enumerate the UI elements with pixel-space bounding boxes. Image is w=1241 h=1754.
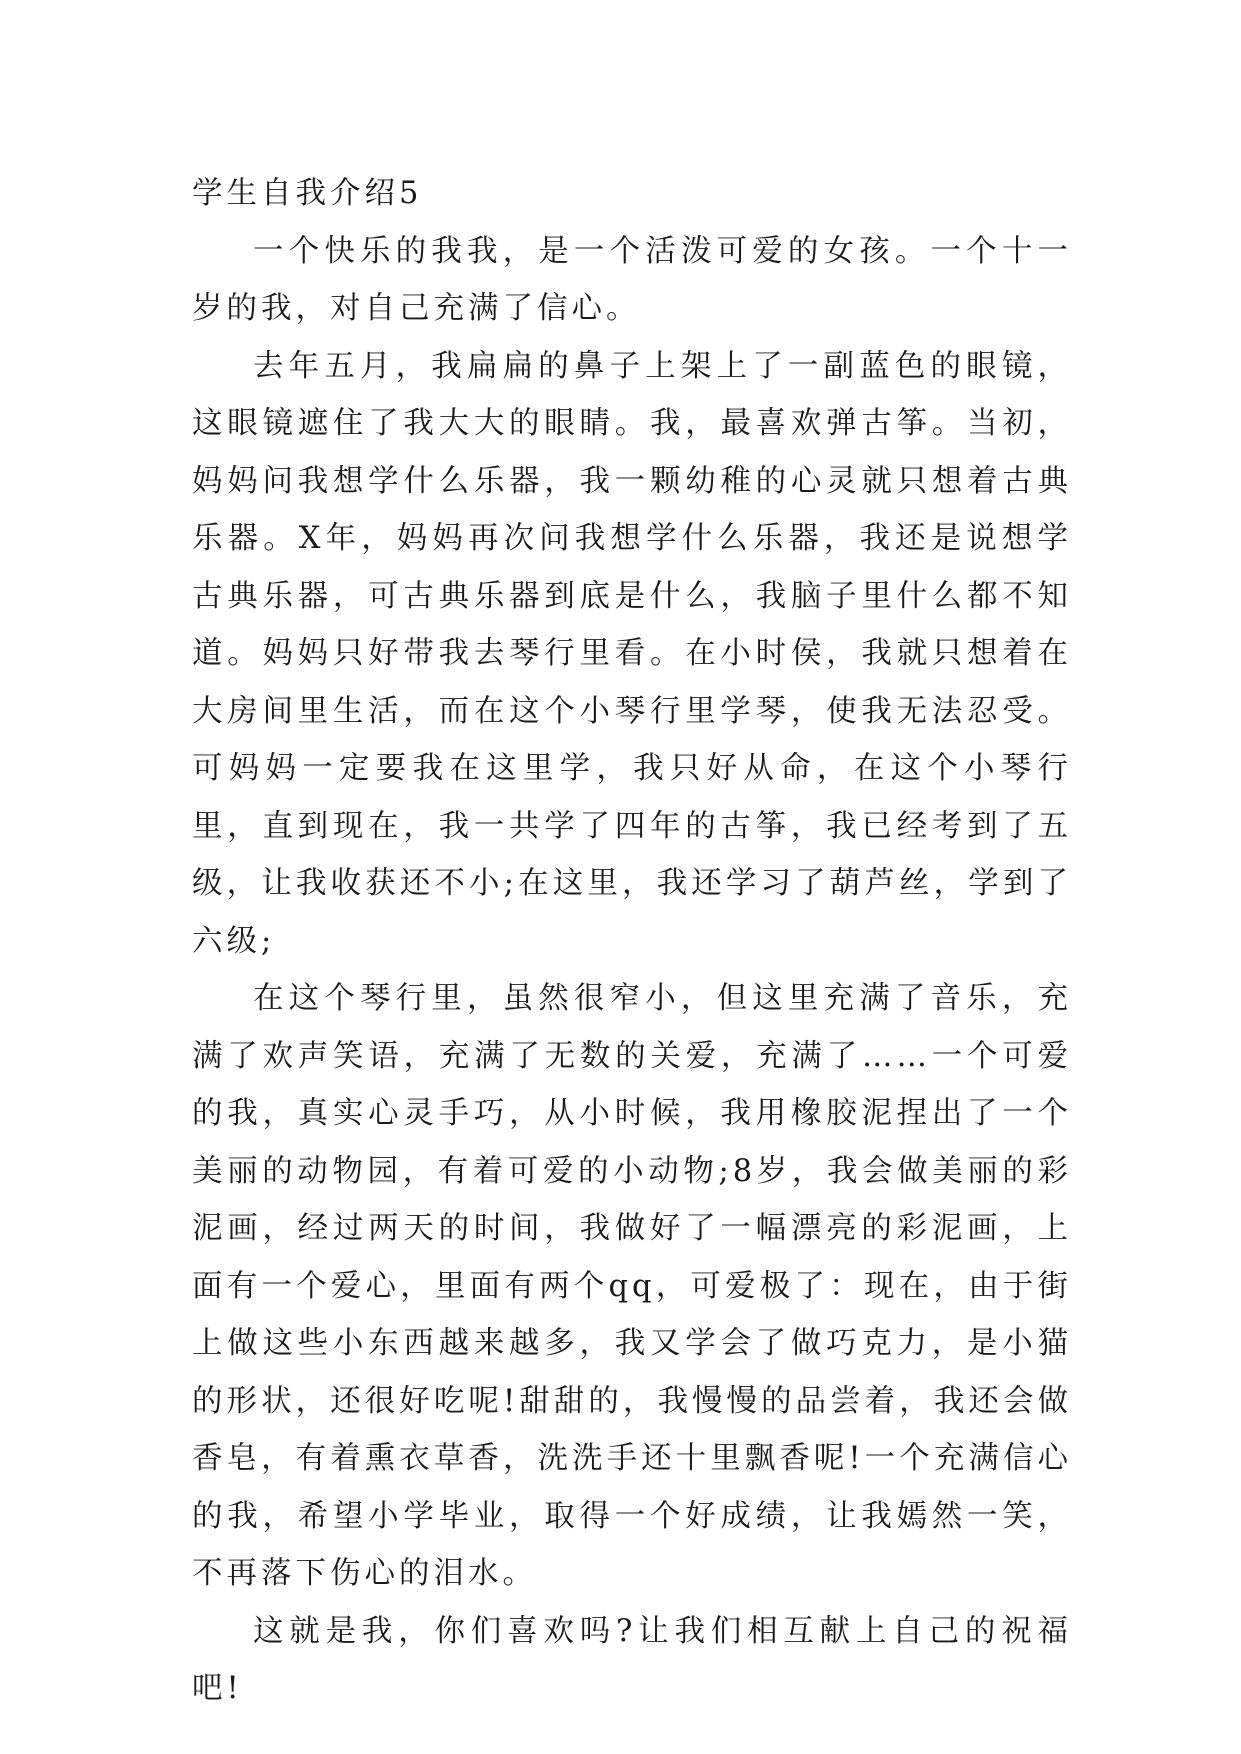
paragraph-2: 去年五月，我扁扁的鼻子上架上了一副蓝色的眼镜，这眼镜遮住了我大大的眼睛。我，最喜欢弹古筝。当初，妈妈问我想学什么乐器，我一颗幼稚的心灵就只想着古典乐器。X年，妈妈再次问我想学什么乐器，我还是说想学古典乐器，可古典乐器到底是什么，我脑子里什么都不知道。妈妈只好带我去琴行里看。在小时侯，我就只想着在大房间里生活，而在这个小琴行里学琴，使我无法忍受。可妈妈一定要我在这里学，我只好从命，在这个小琴行里，直到现在，我一共学了四年的古筝，我已经考到了五级，让我收获还不小;在这里，我还学习了葫芦丝，学到了六级; (192, 348, 1072, 959)
document-body (192, 165, 1072, 1718)
paragraph-1: 一个快乐的我我，是一个活泼可爱的女孩。一个十一岁的我，对自己充满了信心。 (192, 233, 1072, 326)
document-title: 学生自我介绍5 (192, 176, 423, 211)
paragraph-3: 在这个琴行里，虽然很窄小，但这里充满了音乐，充满了欢声笑语，充满了无数的关爱，充满了……一个可爱的我，真实心灵手巧，从小时候，我用橡胶泥捏出了一个美丽的动物园，有着可爱的小动物;8岁，我会做美丽的彩泥画，经过两天的时间，我做好了一幅漂亮的彩泥画，上面有一个爱心，里面有两个qq，可爱极了：现在，由于街上做这些小东西越来越多，我又学会了做巧克力，是小猫的形状，还很好吃呢!甜甜的，我慢慢的品尝着，我还会做香皂，有着熏衣草香，洗洗手还十里飘香呢!一个充满信心的我，希望小学毕业，取得一个好成绩，让我嫣然一笑，不再落下伤心的泪水。 (192, 981, 1072, 1591)
paragraph-4: 这就是我，你们喜欢吗?让我们相互献上自己的祝福吧! (192, 1613, 1072, 1706)
